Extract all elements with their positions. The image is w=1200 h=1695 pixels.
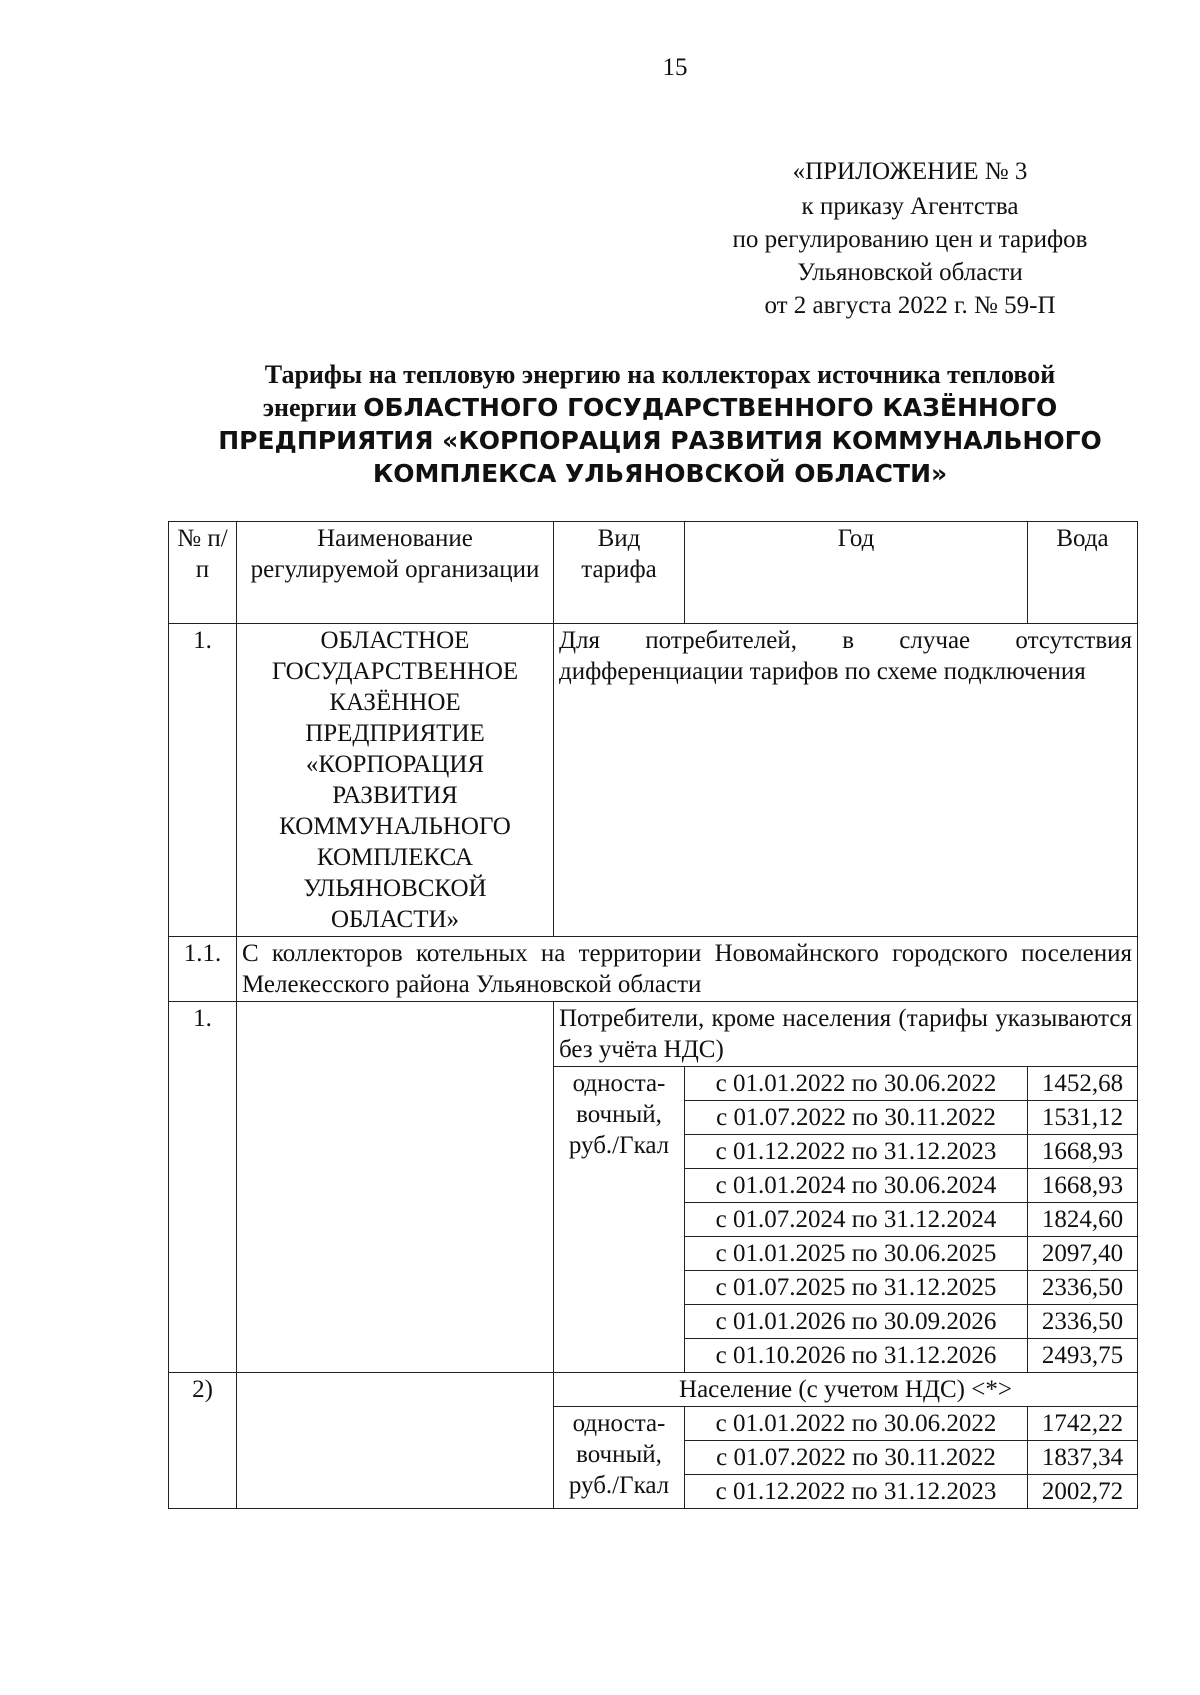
header-num: № п/п (169, 522, 237, 624)
value-cell: 1531,12 (1028, 1101, 1138, 1135)
period-cell: с 01.10.2026 по 31.12.2026 (685, 1339, 1028, 1373)
title-line: Тарифы на тепловую энергию на коллекторах источника тепловой (264, 360, 1056, 389)
section-description: С коллекторов котельных на территории Новомайнского городского поселения Мелекесского района Ульяновской области (237, 937, 1138, 1002)
empty-cell (237, 1373, 554, 1509)
value-cell: 1824,60 (1028, 1203, 1138, 1237)
period-cell: с 01.12.2022 по 31.12.2023 (685, 1135, 1028, 1169)
value-cell: 2336,50 (1028, 1271, 1138, 1305)
row-num: 1. (169, 624, 237, 937)
period-cell: с 01.01.2022 по 30.06.2022 (685, 1407, 1028, 1441)
table-header-row (169, 522, 1138, 624)
title-prefix: энергии (262, 393, 364, 422)
row-num: 1.1. (169, 937, 237, 1002)
period-cell: с 01.01.2022 по 30.06.2022 (685, 1067, 1028, 1101)
period-cell: с 01.12.2022 по 31.12.2023 (685, 1475, 1028, 1509)
header-year: Год (685, 522, 1028, 624)
value-cell: 1742,22 (1028, 1407, 1138, 1441)
consumer-description: Для потребителей, в случае отсутствия дифференциации тарифов по схеме подключения (554, 624, 1138, 937)
period-cell: с 01.01.2026 по 30.09.2026 (685, 1305, 1028, 1339)
period-cell: с 01.07.2024 по 31.12.2024 (685, 1203, 1028, 1237)
title-line: ПРЕДПРИЯТИЯ «КОРПОРАЦИЯ РАЗВИТИЯ КОММУНАЛЬНОГО (218, 426, 1102, 455)
tariff-type: односта-вочный, руб./Гкал (554, 1067, 685, 1373)
header-org: Наименование регулируемой организации (237, 522, 554, 624)
empty-cell (237, 1002, 554, 1373)
value-cell: 1837,34 (1028, 1441, 1138, 1475)
table-row (169, 1002, 1138, 1067)
appendix-heading: «ПРИЛОЖЕНИЕ № 3 (792, 158, 1028, 185)
table-row (169, 937, 1138, 1002)
tariff-type: односта-вочный, руб./Гкал (554, 1407, 685, 1509)
value-cell: 2002,72 (1028, 1475, 1138, 1509)
value-cell: 2097,40 (1028, 1237, 1138, 1271)
title-line: КОМПЛЕКСА УЛЬЯНОВСКОЙ ОБЛАСТИ» (372, 459, 948, 488)
group-label: Население (с учетом НДС) <*> (554, 1373, 1138, 1407)
period-cell: с 01.07.2022 по 30.11.2022 (685, 1441, 1028, 1475)
group-label: Потребители, кроме населения (тарифы указываются без учёта НДС) (554, 1002, 1138, 1067)
document-title (200, 358, 1120, 490)
value-cell: 1452,68 (1028, 1067, 1138, 1101)
period-cell: с 01.07.2025 по 31.12.2025 (685, 1271, 1028, 1305)
table-row (169, 624, 1138, 937)
value-cell: 1668,93 (1028, 1169, 1138, 1203)
value-cell: 1668,93 (1028, 1135, 1138, 1169)
row-num: 1. (169, 1002, 237, 1373)
appendix-line: к приказу Агентства (801, 193, 1019, 220)
appendix-block (690, 155, 1130, 322)
value-cell: 2336,50 (1028, 1305, 1138, 1339)
org-name: ОБЛАСТНОЕ ГОСУДАРСТВЕННОЕ КАЗЁННОЕ ПРЕДПРИЯТИЕ «КОРПОРАЦИЯ РАЗВИТИЯ КОММУНАЛЬНОГО КОМПЛЕКСА УЛЬЯНОВСКОЙ ОБЛАСТИ» (237, 624, 554, 937)
header-water: Вода (1028, 522, 1138, 624)
page-number: 15 (662, 54, 688, 81)
appendix-line: от 2 августа 2022 г. № 59-П (764, 292, 1056, 319)
period-cell: с 01.01.2024 по 30.06.2024 (685, 1169, 1028, 1203)
tariff-table (168, 521, 1138, 1509)
header-type: Вид тарифа (554, 522, 685, 624)
appendix-line: Ульяновской области (797, 259, 1023, 286)
value-cell: 2493,75 (1028, 1339, 1138, 1373)
row-num: 2) (169, 1373, 237, 1509)
title-line (200, 391, 1120, 424)
table-row (169, 1373, 1138, 1407)
appendix-line: по регулированию цен и тарифов (732, 226, 1088, 253)
period-cell: с 01.01.2025 по 30.06.2025 (685, 1237, 1028, 1271)
title-upper: ОБЛАСТНОГО ГОСУДАРСТВЕННОГО КАЗЁННОГО (363, 393, 1058, 422)
period-cell: с 01.07.2022 по 30.11.2022 (685, 1101, 1028, 1135)
